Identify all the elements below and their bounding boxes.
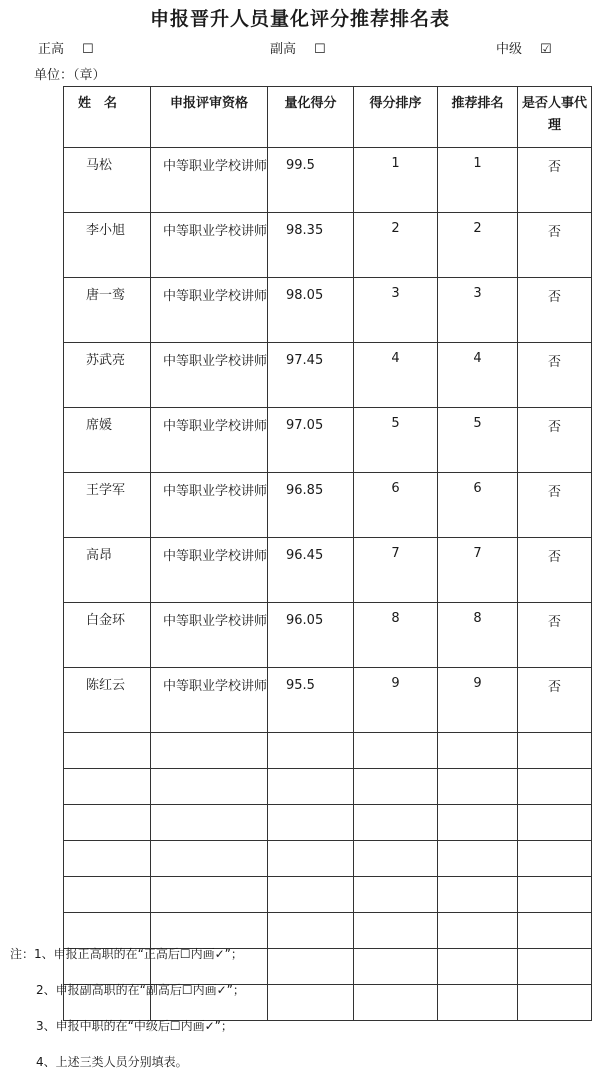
notes-section: [10, 936, 245, 1080]
cell-agency: 否: [518, 148, 592, 213]
cell-name: 白金环: [64, 603, 151, 668]
unit-label: 单位：（章）: [34, 68, 106, 83]
header-qualification: 申报评审资格: [151, 87, 268, 148]
cell-recommend-rank: 3: [438, 278, 518, 343]
empty-row: [64, 769, 592, 805]
header-agency: 是否人事代理: [518, 87, 592, 148]
cell-score-rank: 6: [354, 473, 438, 538]
cell-name: 马松: [64, 148, 151, 213]
table-row: [64, 343, 592, 408]
table-row: [64, 538, 592, 603]
header-score-rank: 得分排序: [354, 87, 438, 148]
cell-score: 96.85: [268, 473, 354, 538]
cell-recommend-rank: 1: [438, 148, 518, 213]
checkbox-zhongji[interactable]: ☑: [540, 42, 552, 57]
note-2: 2、申报副高职的在“副高后☐内画✓”；: [36, 983, 245, 997]
cell-name: 王学军: [64, 473, 151, 538]
cell-qualification: 中等职业学校讲师: [151, 148, 268, 213]
empty-row: [64, 805, 592, 841]
note-4: 4、上述三类人员分别填表。: [36, 1055, 188, 1069]
cell-recommend-rank: 2: [438, 213, 518, 278]
checkbox-fugao[interactable]: ☐: [314, 42, 326, 57]
table-row: [64, 213, 592, 278]
cell-recommend-rank: 9: [438, 668, 518, 733]
cell-qualification: 中等职业学校讲师: [151, 278, 268, 343]
level-label: 正高: [38, 42, 65, 57]
note-1: 注：1、申报正高职的在“正高后☐内画✓”；: [10, 947, 243, 961]
cell-agency: 否: [518, 473, 592, 538]
cell-name: 苏武亮: [64, 343, 151, 408]
cell-qualification: 中等职业学校讲师: [151, 408, 268, 473]
table-row: [64, 408, 592, 473]
empty-row: [64, 877, 592, 913]
cell-recommend-rank: 7: [438, 538, 518, 603]
note-3: 3、申报中职的在“中级后☐内画✓”；: [36, 1019, 233, 1033]
level-zhenggao: [38, 38, 94, 57]
cell-name: 李小旭: [64, 213, 151, 278]
cell-qualification: 中等职业学校讲师: [151, 668, 268, 733]
header-name: 姓 名: [64, 87, 151, 148]
cell-recommend-rank: 4: [438, 343, 518, 408]
cell-score-rank: 4: [354, 343, 438, 408]
cell-score-rank: 5: [354, 408, 438, 473]
cell-score-rank: 9: [354, 668, 438, 733]
cell-agency: 否: [518, 213, 592, 278]
cell-recommend-rank: 5: [438, 408, 518, 473]
cell-name: 席媛: [64, 408, 151, 473]
cell-score: 97.05: [268, 408, 354, 473]
header-score: 量化得分: [268, 87, 354, 148]
cell-name: 唐一鸾: [64, 278, 151, 343]
checkbox-zhenggao[interactable]: ☐: [82, 42, 94, 57]
cell-name: 陈红云: [64, 668, 151, 733]
table-header-row: [64, 87, 592, 148]
table-row: [64, 278, 592, 343]
cell-agency: 否: [518, 408, 592, 473]
cell-name: 高昂: [64, 538, 151, 603]
cell-agency: 否: [518, 603, 592, 668]
cell-score: 96.05: [268, 603, 354, 668]
cell-recommend-rank: 6: [438, 473, 518, 538]
cell-qualification: 中等职业学校讲师: [151, 343, 268, 408]
cell-agency: 否: [518, 538, 592, 603]
level-label: 副高: [270, 42, 297, 57]
cell-score-rank: 3: [354, 278, 438, 343]
cell-score: 99.5: [268, 148, 354, 213]
cell-score-rank: 7: [354, 538, 438, 603]
table-row: [64, 473, 592, 538]
cell-agency: 否: [518, 668, 592, 733]
table-row: [64, 148, 592, 213]
cell-score: 98.05: [268, 278, 354, 343]
cell-score: 97.45: [268, 343, 354, 408]
page-title: 申报晋升人员量化评分推荐排名表: [149, 8, 450, 30]
cell-score: 98.35: [268, 213, 354, 278]
empty-row: [64, 841, 592, 877]
cell-score-rank: 8: [354, 603, 438, 668]
cell-agency: 否: [518, 278, 592, 343]
ranking-table: [63, 86, 592, 1021]
cell-qualification: 中等职业学校讲师: [151, 603, 268, 668]
cell-score-rank: 2: [354, 213, 438, 278]
empty-row: [64, 733, 592, 769]
table-row: [64, 603, 592, 668]
cell-qualification: 中等职业学校讲师: [151, 213, 268, 278]
level-label: 中级: [496, 42, 523, 57]
level-zhongji: [496, 38, 552, 57]
cell-score: 95.5: [268, 668, 354, 733]
cell-agency: 否: [518, 343, 592, 408]
cell-score-rank: 1: [354, 148, 438, 213]
header-recommend-rank: 推荐排名: [438, 87, 518, 148]
table-row: [64, 668, 592, 733]
cell-score: 96.45: [268, 538, 354, 603]
level-fugao: [270, 38, 326, 57]
cell-recommend-rank: 8: [438, 603, 518, 668]
cell-qualification: 中等职业学校讲师: [151, 538, 268, 603]
cell-qualification: 中等职业学校讲师: [151, 473, 268, 538]
